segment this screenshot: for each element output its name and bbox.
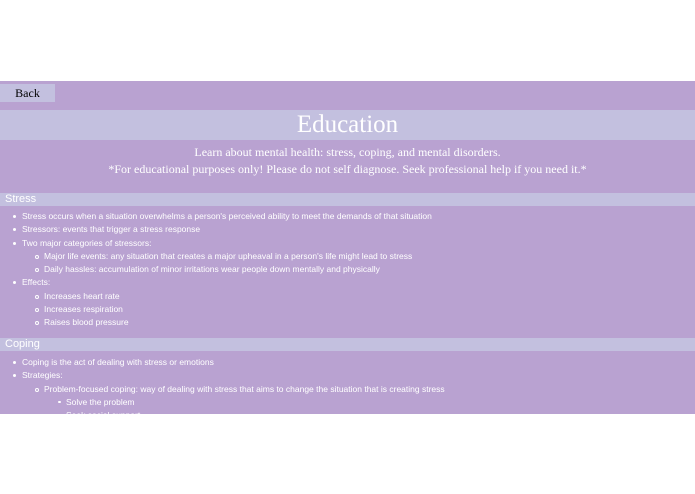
bullet-icon xyxy=(13,242,16,245)
coping-list xyxy=(0,356,695,422)
list-item-text: Solve the problem xyxy=(66,396,135,407)
list-item xyxy=(0,356,695,369)
list-item xyxy=(0,290,695,303)
list-item xyxy=(0,303,695,316)
bullet-icon xyxy=(13,361,16,364)
square-bullet-icon xyxy=(58,414,61,417)
list-item-text: Increases respiration xyxy=(44,304,123,315)
list-item xyxy=(0,237,695,250)
square-bullet-icon xyxy=(58,401,61,404)
education-page xyxy=(0,81,695,421)
list-item-text: Strategies: xyxy=(22,370,63,381)
list-item xyxy=(0,369,695,382)
circle-bullet-icon xyxy=(35,295,39,299)
list-item xyxy=(0,276,695,289)
list-item xyxy=(0,396,695,409)
list-item-text: Effects: xyxy=(22,277,51,288)
list-item-text: Seek social support xyxy=(66,410,141,421)
section-heading-stress: Stress xyxy=(0,193,695,206)
bullet-icon xyxy=(13,281,16,284)
list-item-text: Stressors: events that trigger a stress response xyxy=(22,224,201,235)
disclaimer-text: *For educational purposes only! Please do not self diagnose. Seek professional help if you need it.* xyxy=(108,162,587,176)
list-item xyxy=(0,210,695,223)
list-item-text: Increases heart rate xyxy=(44,290,120,301)
section-heading-coping: Coping xyxy=(0,338,695,351)
list-item-text: Two major categories of stressors: xyxy=(22,237,152,248)
bullet-icon xyxy=(13,228,16,231)
list-item xyxy=(0,263,695,276)
list-item-text: Coping is the act of dealing with stress or emotions xyxy=(22,357,214,367)
circle-bullet-icon xyxy=(35,321,39,325)
list-item-text: Raises blood pressure xyxy=(44,317,129,328)
page-subtitle: Learn about mental health: stress, coping, and mental disorders. xyxy=(194,145,501,159)
page-title: Education xyxy=(0,110,695,140)
list-item-text: Stress occurs when a situation overwhelms a person's perceived ability to meet the demands of that situation xyxy=(22,211,432,221)
list-item xyxy=(0,223,695,236)
list-item xyxy=(0,316,695,329)
list-item-text: Daily hassles: accumulation of minor irritations wear people down mentally and physically xyxy=(44,264,380,275)
list-item-text: Problem-focused coping: way of dealing with stress that aims to change the situation that is creating stress xyxy=(44,383,445,394)
list-item xyxy=(0,409,695,422)
bullet-icon xyxy=(13,215,16,218)
list-item-text: Major life events: any situation that creates a major upheaval in a person's life might lead to stress xyxy=(44,250,413,261)
circle-bullet-icon xyxy=(35,268,39,272)
back-button[interactable]: Back xyxy=(0,84,55,102)
list-item xyxy=(0,383,695,396)
list-item xyxy=(0,250,695,263)
circle-bullet-icon xyxy=(35,308,39,312)
stress-list xyxy=(0,210,695,330)
bullet-icon xyxy=(13,374,16,377)
circle-bullet-icon xyxy=(35,388,39,392)
circle-bullet-icon xyxy=(35,255,39,259)
